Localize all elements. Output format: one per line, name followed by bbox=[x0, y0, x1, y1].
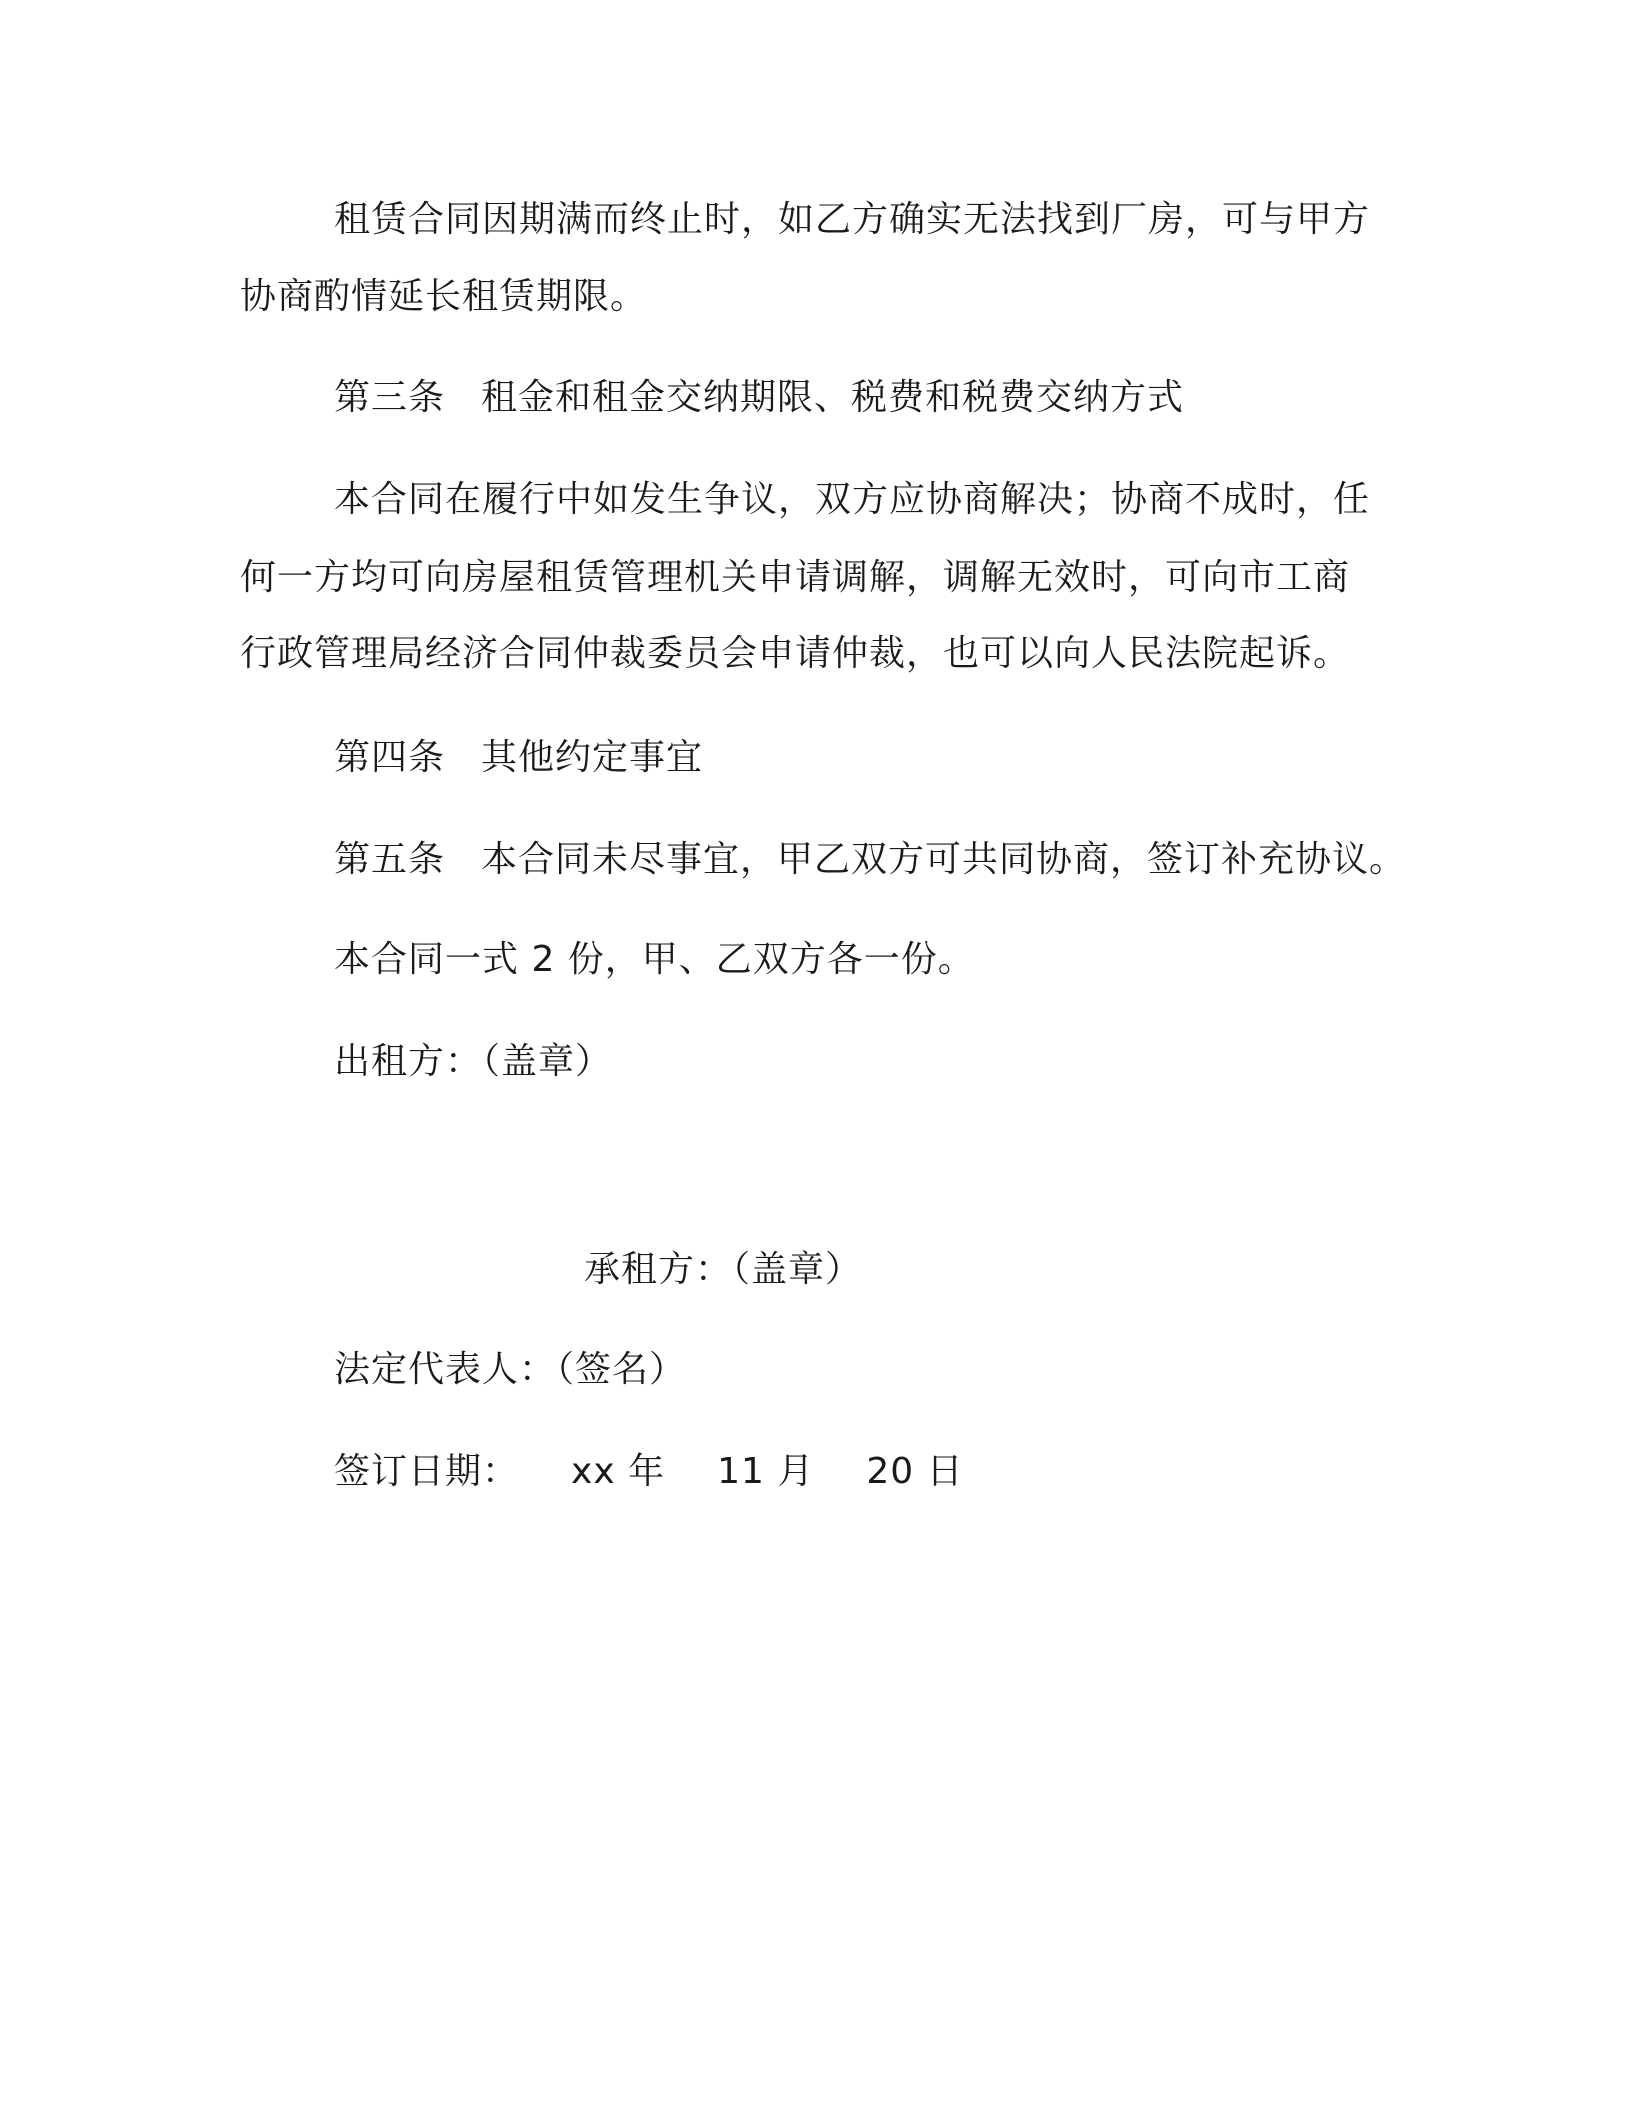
copies-statement: 本合同一式 2 份，甲、乙双方各一份。 bbox=[334, 939, 975, 980]
lessor-seal-line: 出租方：（盖章） bbox=[334, 1041, 613, 1082]
signing-date-year: xx 年 bbox=[571, 1451, 666, 1492]
article-5-paragraph bbox=[334, 836, 1406, 884]
article-3-heading bbox=[334, 374, 1184, 422]
article-4-heading bbox=[334, 734, 703, 782]
article-5-number: 第五条 bbox=[334, 839, 446, 880]
legal-representative-line: 法定代表人：（签名） bbox=[334, 1349, 687, 1390]
article-4-title: 其他约定事宜 bbox=[481, 737, 704, 778]
paragraph-dispute-line-1: 本合同在履行中如发生争议，双方应协商解决；协商不成时，任 bbox=[334, 479, 1371, 520]
paragraph-dispute-line-3: 行政管理局经济合同仲裁委员会申请仲裁，也可以向人民法院起诉。 bbox=[240, 633, 1351, 674]
signing-date-month: 11 月 bbox=[717, 1451, 815, 1492]
lessee-seal-line: 承租方：（盖章） bbox=[584, 1249, 863, 1290]
paragraph-renewal-line-2: 协商酌情延长租赁期限。 bbox=[240, 276, 648, 317]
signing-date-line bbox=[334, 1448, 964, 1496]
paragraph-renewal-line-1: 租赁合同因期满而终止时，如乙方确实无法找到厂房，可与甲方 bbox=[334, 199, 1371, 240]
article-5-text: 本合同未尽事宜，甲乙双方可共同协商，签订补充协议。 bbox=[481, 839, 1407, 880]
signing-date-day: 20 日 bbox=[866, 1451, 964, 1492]
article-3-number: 第三条 bbox=[334, 377, 446, 418]
signing-date-label: 签订日期： bbox=[334, 1451, 520, 1492]
paragraph-dispute-line-2: 何一方均可向房屋租赁管理机关申请调解，调解无效时，可向市工商 bbox=[240, 557, 1351, 598]
article-3-title: 租金和租金交纳期限、税费和税费交纳方式 bbox=[481, 377, 1185, 418]
article-4-number: 第四条 bbox=[334, 737, 446, 778]
